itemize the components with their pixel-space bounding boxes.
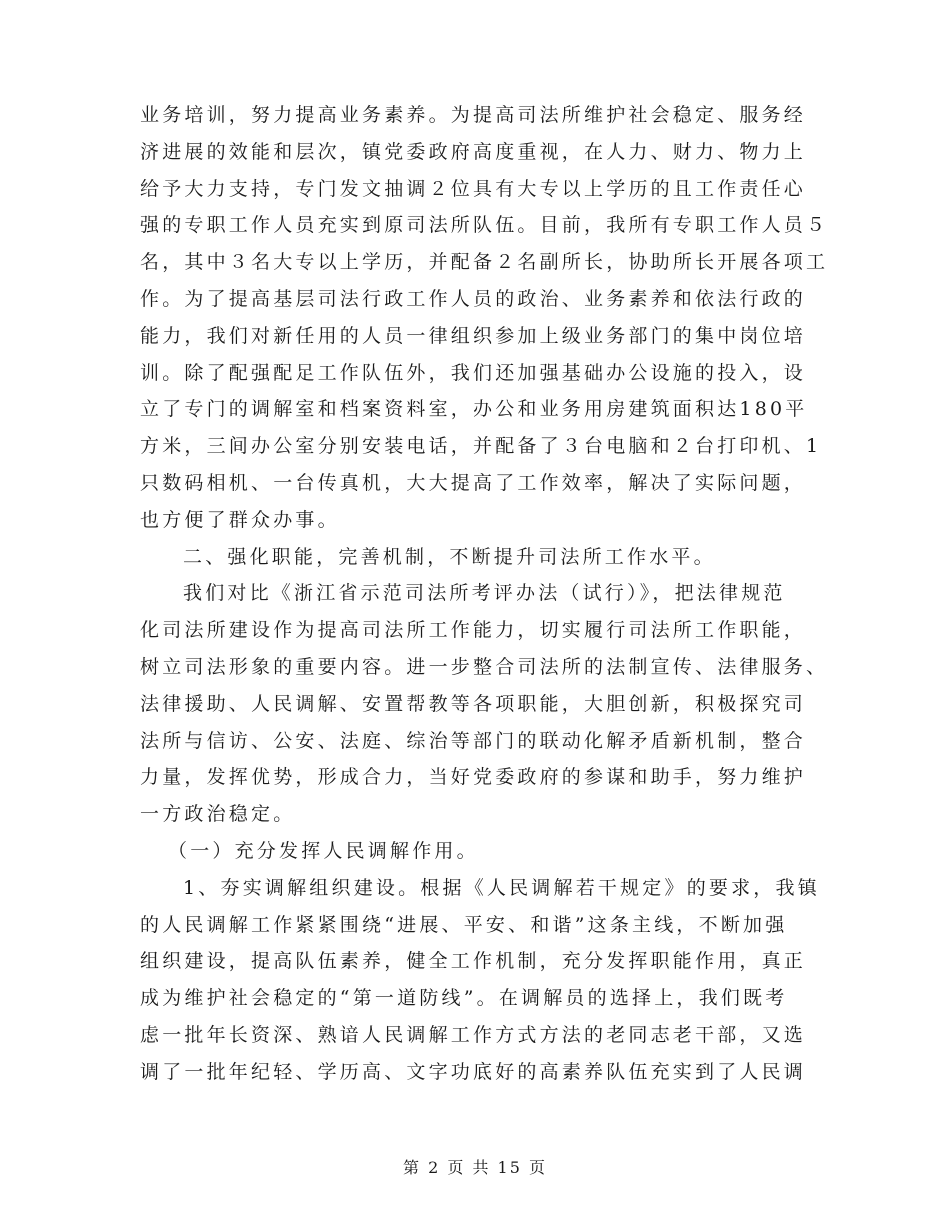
text-line: 虑一批年长资深、熟谙人民调解工作方式方法的老同志老干部，又选 bbox=[140, 1023, 807, 1046]
text-line: 我们对比《浙江省示范司法所考评办法（试行）》，把法律规范 bbox=[183, 582, 786, 605]
text-line: 业务培训，努力提高业务素养。为提高司法所维护社会稳定、服务经 bbox=[140, 104, 807, 126]
subsection-heading: （一）充分发挥人民调解作用。 bbox=[168, 839, 479, 862]
text-line: 能力，我们对新任用的人员一律组织参加上级业务部门的集中岗位培 bbox=[140, 324, 807, 347]
text-line: 化司法所建设作为提高司法所工作能力，切实履行司法所工作职能， bbox=[140, 619, 807, 642]
section-heading: 二、强化职能，完善机制，不断提升司法所工作水平。 bbox=[183, 545, 716, 568]
text-line: 法所与信访、公安、法庭、综治等部门的联动化解矛盾新机制，整合 bbox=[140, 729, 807, 752]
page-number: 第 2 页 共 15 页 bbox=[403, 1158, 547, 1177]
text-line: 一方政治稳定。 bbox=[140, 803, 296, 826]
body-text bbox=[140, 97, 829, 1091]
text-line: 给予大力支持，专门发文抽调２位具有大专以上学历的且工作责任心 bbox=[140, 177, 807, 200]
text-line: 的人民调解工作紧紧围绕“进展、平安、和谐”这条主线，不断加强 bbox=[140, 913, 788, 936]
text-line: 强的专职工作人员充实到原司法所队伍。目前，我所有专职工作人员５ bbox=[140, 214, 829, 237]
text-line: 1、夯实调解组织建设。根据《人民调解若干规定》的要求，我镇 bbox=[183, 876, 820, 899]
text-line: 方米，三间办公室分别安装电话，并配备了３台电脑和２台打印机、1 bbox=[140, 435, 822, 458]
text-line: 只数码相机、一台传真机，大大提高了工作效率，解决了实际问题， bbox=[140, 471, 807, 494]
text-line: 力量，发挥优势，形成合力，当好党委政府的参谋和助手，努力维护 bbox=[140, 766, 807, 789]
text-line: 作。为了提高基层司法行政工作人员的政治、业务素养和依法行政的 bbox=[140, 287, 807, 310]
text-line: 济进展的效能和层次，镇党委政府高度重视，在人力、财力、物力上 bbox=[140, 140, 807, 163]
text-line: 法律援助、人民调解、安置帮教等各项职能，大胆创新，积极探究司 bbox=[140, 692, 807, 715]
text-line: 训。除了配强配足工作队伍外，我们还加强基础办公设施的投入，设 bbox=[140, 361, 807, 384]
text-line: 成为维护社会稳定的“第一道防线”。在调解员的选择上，我们既考 bbox=[140, 987, 788, 1010]
text-line: 调了一批年纪轻、学历高、文字功底好的高素养队伍充实到了人民调 bbox=[140, 1060, 807, 1083]
text-line: 立了专门的调解室和档案资料室，办公和业务用房建筑面积达180平 bbox=[140, 398, 808, 421]
text-line: 也方便了群众办事。 bbox=[140, 508, 340, 531]
text-line: 组织建设，提高队伍素养，健全工作机制，充分发挥职能作用，真正 bbox=[140, 950, 807, 973]
text-line: 树立司法形象的重要内容。进一步整合司法所的法制宣传、法律服务、 bbox=[140, 655, 829, 678]
text-line: 名，其中３名大专以上学历，并配备２名副所长，协助所长开展各项工 bbox=[140, 251, 829, 274]
